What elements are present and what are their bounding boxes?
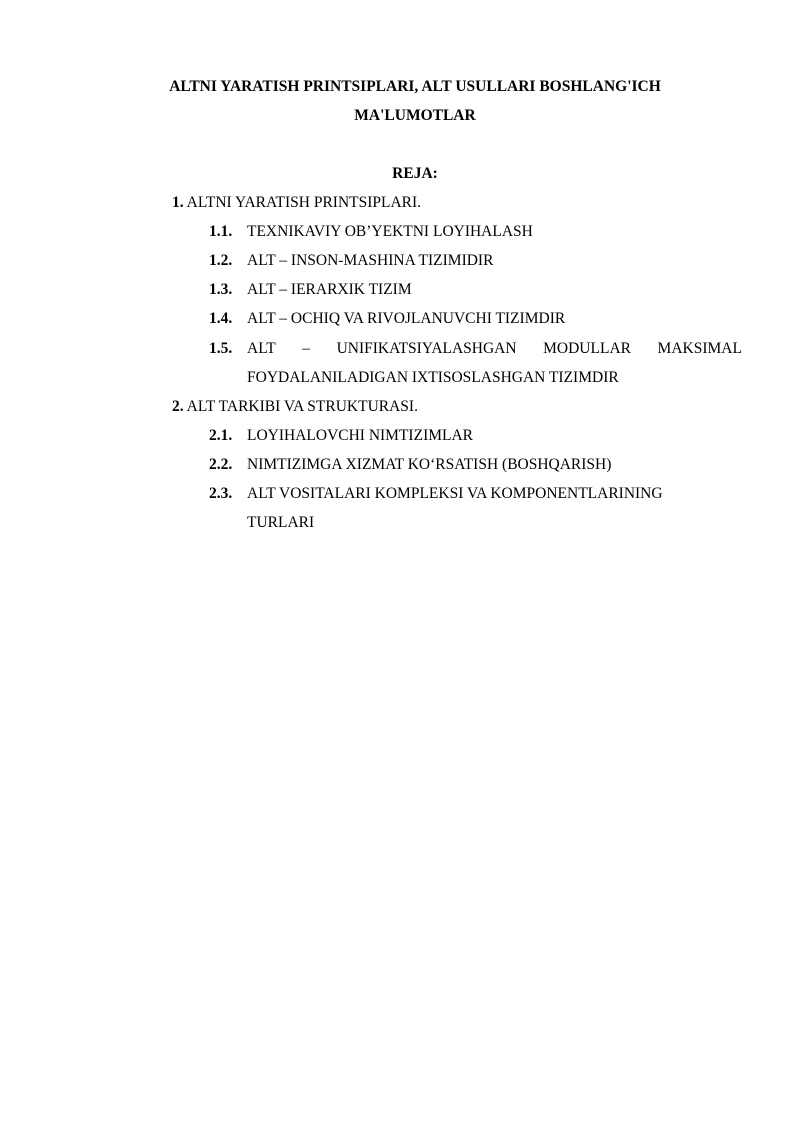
item-number: 2.3. (209, 485, 233, 502)
item-number: 1.2. (209, 252, 233, 269)
item-number: 1.5. (209, 340, 233, 357)
section-2-title: ALT TARKIBI VA STRUKTURASI. (186, 398, 418, 415)
item-word: UNIFIKATSIYALASHGAN (336, 340, 517, 357)
item-text: TEXNIKAVIY OB’YEKTNI LOYIHALASH (247, 223, 533, 240)
item-text: ALT – INSON-MASHINA TIZIMIDIR (247, 252, 494, 269)
item-text: NIMTIZIMGA XIZMAT KO‘RSATISH (BOSHQARISH) (247, 456, 612, 473)
section-1-title: ALTNI YARATISH PRINTSIPLARI. (186, 194, 422, 211)
item-number: 1.3. (209, 281, 233, 298)
plan-heading: REJA: (392, 165, 438, 182)
item-text-line-1 (247, 339, 742, 359)
item-word: ALT (247, 340, 276, 357)
document-title-line-2: MA'LUMOTLAR (354, 107, 476, 124)
item-word: MAKSIMAL (657, 340, 742, 357)
item-text-line-2: FOYDALANILADIGAN IXTISOSLASHGAN TIZIMDIR (247, 369, 619, 386)
section-1-number: 1. (172, 194, 184, 211)
section-2-number: 2. (172, 398, 184, 415)
item-text: LOYIHALOVCHI NIMTIZIMLAR (247, 427, 474, 444)
item-text: ALT – OCHIQ VA RIVOJLANUVCHI TIZIMDIR (247, 310, 566, 327)
item-text-line-2: TURLARI (247, 514, 315, 531)
item-word: MODULLAR (543, 340, 631, 357)
section-1-heading (172, 193, 421, 213)
document-title-line-1: ALTNI YARATISH PRINTSIPLARI, ALT USULLARI BOSHLANG'ICH (169, 78, 661, 95)
item-number: 2.1. (209, 427, 233, 444)
item-text: ALT – IERARXIK TIZIM (247, 281, 412, 298)
item-word: – (302, 340, 311, 357)
item-number: 1.4. (209, 310, 233, 327)
item-text-line-1: ALT VOSITALARI KOMPLEKSI VA KOMPONENTLARINING (247, 485, 663, 502)
section-2-heading (172, 397, 418, 417)
item-number: 2.2. (209, 456, 233, 473)
item-number: 1.1. (209, 223, 233, 240)
